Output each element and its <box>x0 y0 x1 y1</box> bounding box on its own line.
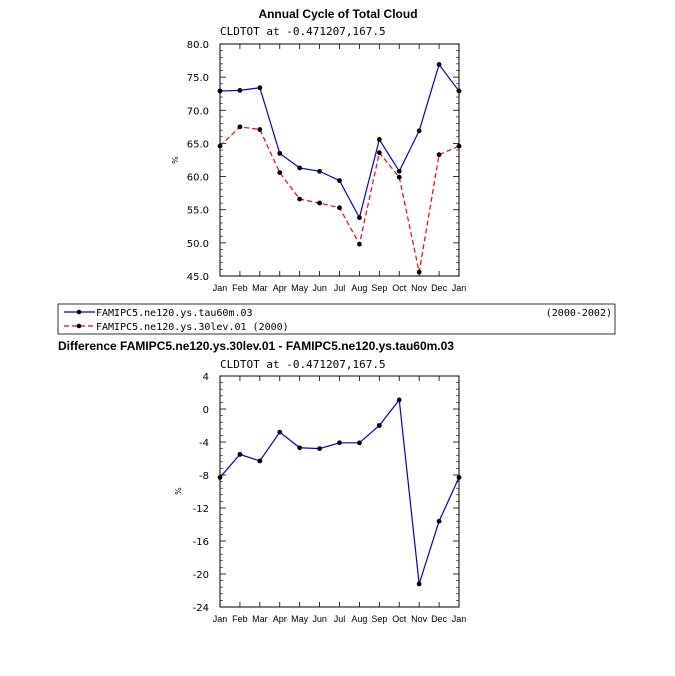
x-tick-label: Nov <box>411 283 428 293</box>
series-line <box>220 127 459 272</box>
x-tick-label: Dec <box>431 283 448 293</box>
data-point <box>377 150 382 155</box>
x-tick-label: Aug <box>351 283 368 293</box>
y-tick-label: -20 <box>192 570 209 581</box>
x-tick-label: May <box>291 283 309 293</box>
data-point <box>417 128 422 133</box>
data-point <box>357 242 362 247</box>
series-group <box>218 398 462 587</box>
y-tick-label: 4 <box>202 372 209 383</box>
x-tick-label: Jan <box>212 614 228 624</box>
data-point <box>377 423 382 428</box>
x-tick-label: Aug <box>351 614 368 624</box>
data-point <box>257 127 262 132</box>
x-tick-label: Feb <box>232 614 248 624</box>
x-tick-label: Jan <box>212 283 228 293</box>
data-point <box>417 582 422 587</box>
y-axis-label: % <box>171 156 180 164</box>
data-point <box>238 88 243 93</box>
x-tick-label: Jul <box>333 614 346 624</box>
y-tick-label: 65.0 <box>186 139 209 151</box>
axes <box>187 40 467 293</box>
y-tick-label: 0 <box>202 405 209 416</box>
data-point <box>457 89 462 94</box>
data-point <box>457 144 462 149</box>
chart-title: Difference FAMIPC5.ne120.ys.30lev.01 - FAMIPC5.ne120.ys.tau60m.03 <box>58 339 454 353</box>
y-tick-label: -12 <box>192 504 209 515</box>
data-point <box>297 166 302 171</box>
x-tick-label: Mar <box>252 614 268 624</box>
data-point <box>417 270 422 275</box>
y-tick-label: 55.0 <box>186 205 209 217</box>
chart-subtitle: CLDTOT at -0.471207,167.5 <box>220 25 386 38</box>
data-point <box>238 452 243 457</box>
x-tick-label: May <box>291 614 309 624</box>
data-point <box>437 62 442 67</box>
y-tick-label: 45.0 <box>186 272 209 283</box>
legend-period-2: (2000) <box>252 322 289 333</box>
data-point <box>337 440 342 445</box>
y-tick-label: 75.0 <box>186 73 209 85</box>
data-point <box>357 440 362 445</box>
annual-cycle-chart <box>171 7 466 293</box>
legend-label-1: FAMIPC5.ne120.ys.tau60m.03 <box>96 308 253 319</box>
data-point <box>337 205 342 210</box>
x-tick-label: Jun <box>312 614 327 624</box>
legend <box>58 304 615 334</box>
x-tick-label: Jul <box>333 283 346 293</box>
data-point <box>218 89 223 94</box>
data-point <box>317 169 322 174</box>
x-tick-label: Sep <box>371 283 388 293</box>
axes <box>193 372 467 624</box>
data-point <box>397 169 402 174</box>
y-tick-label: 50.0 <box>186 238 209 250</box>
data-point <box>397 398 402 403</box>
legend-marker-2 <box>77 324 82 329</box>
x-tick-label: Dec <box>431 614 448 624</box>
difference-chart <box>58 339 466 624</box>
y-axis-label: % <box>174 487 183 495</box>
x-tick-label: Mar <box>252 283 268 293</box>
data-point <box>277 151 282 156</box>
series-group <box>218 62 462 274</box>
series-line <box>220 400 459 584</box>
legend-name-2: FAMIPC5.ne120.ys.30lev.01 <box>96 322 247 333</box>
x-tick-label: Feb <box>232 283 248 293</box>
data-point <box>357 215 362 220</box>
data-point <box>437 519 442 524</box>
data-point <box>337 178 342 183</box>
x-tick-label: Oct <box>392 283 407 293</box>
y-tick-label: -8 <box>199 471 209 482</box>
y-tick-label: 60.0 <box>186 172 209 184</box>
data-point <box>218 475 223 480</box>
y-tick-label: 70.0 <box>186 106 209 118</box>
data-point <box>257 85 262 90</box>
data-point <box>218 144 223 149</box>
data-point <box>297 197 302 202</box>
chart-subtitle: CLDTOT at -0.471207,167.5 <box>220 358 386 371</box>
series-line <box>220 65 459 218</box>
y-tick-label: -24 <box>192 603 209 614</box>
data-point <box>297 445 302 450</box>
data-point <box>437 152 442 157</box>
y-tick-label: -4 <box>199 438 209 449</box>
x-tick-label: Oct <box>392 614 407 624</box>
data-point <box>377 137 382 142</box>
data-point <box>317 201 322 206</box>
x-tick-label: Sep <box>371 614 388 624</box>
x-tick-label: Apr <box>272 283 287 293</box>
data-point <box>277 170 282 175</box>
x-tick-label: Nov <box>411 614 428 624</box>
x-tick-label: Jan <box>451 283 467 293</box>
data-point <box>457 475 462 480</box>
chart-title: Annual Cycle of Total Cloud <box>258 7 418 21</box>
x-tick-label: Jan <box>451 614 467 624</box>
legend-marker-1 <box>77 310 82 315</box>
legend-period-1: (2000-2002) <box>545 308 612 319</box>
data-point <box>397 175 402 180</box>
y-tick-label: 80.0 <box>186 40 209 51</box>
x-tick-label: Apr <box>272 614 287 624</box>
legend-label-2 <box>96 322 289 333</box>
data-point <box>317 446 322 451</box>
data-point <box>257 459 262 464</box>
x-tick-label: Jun <box>312 283 327 293</box>
plot-frame <box>220 44 459 276</box>
data-point <box>238 124 243 129</box>
data-point <box>277 430 282 435</box>
y-tick-label: -16 <box>192 537 209 548</box>
